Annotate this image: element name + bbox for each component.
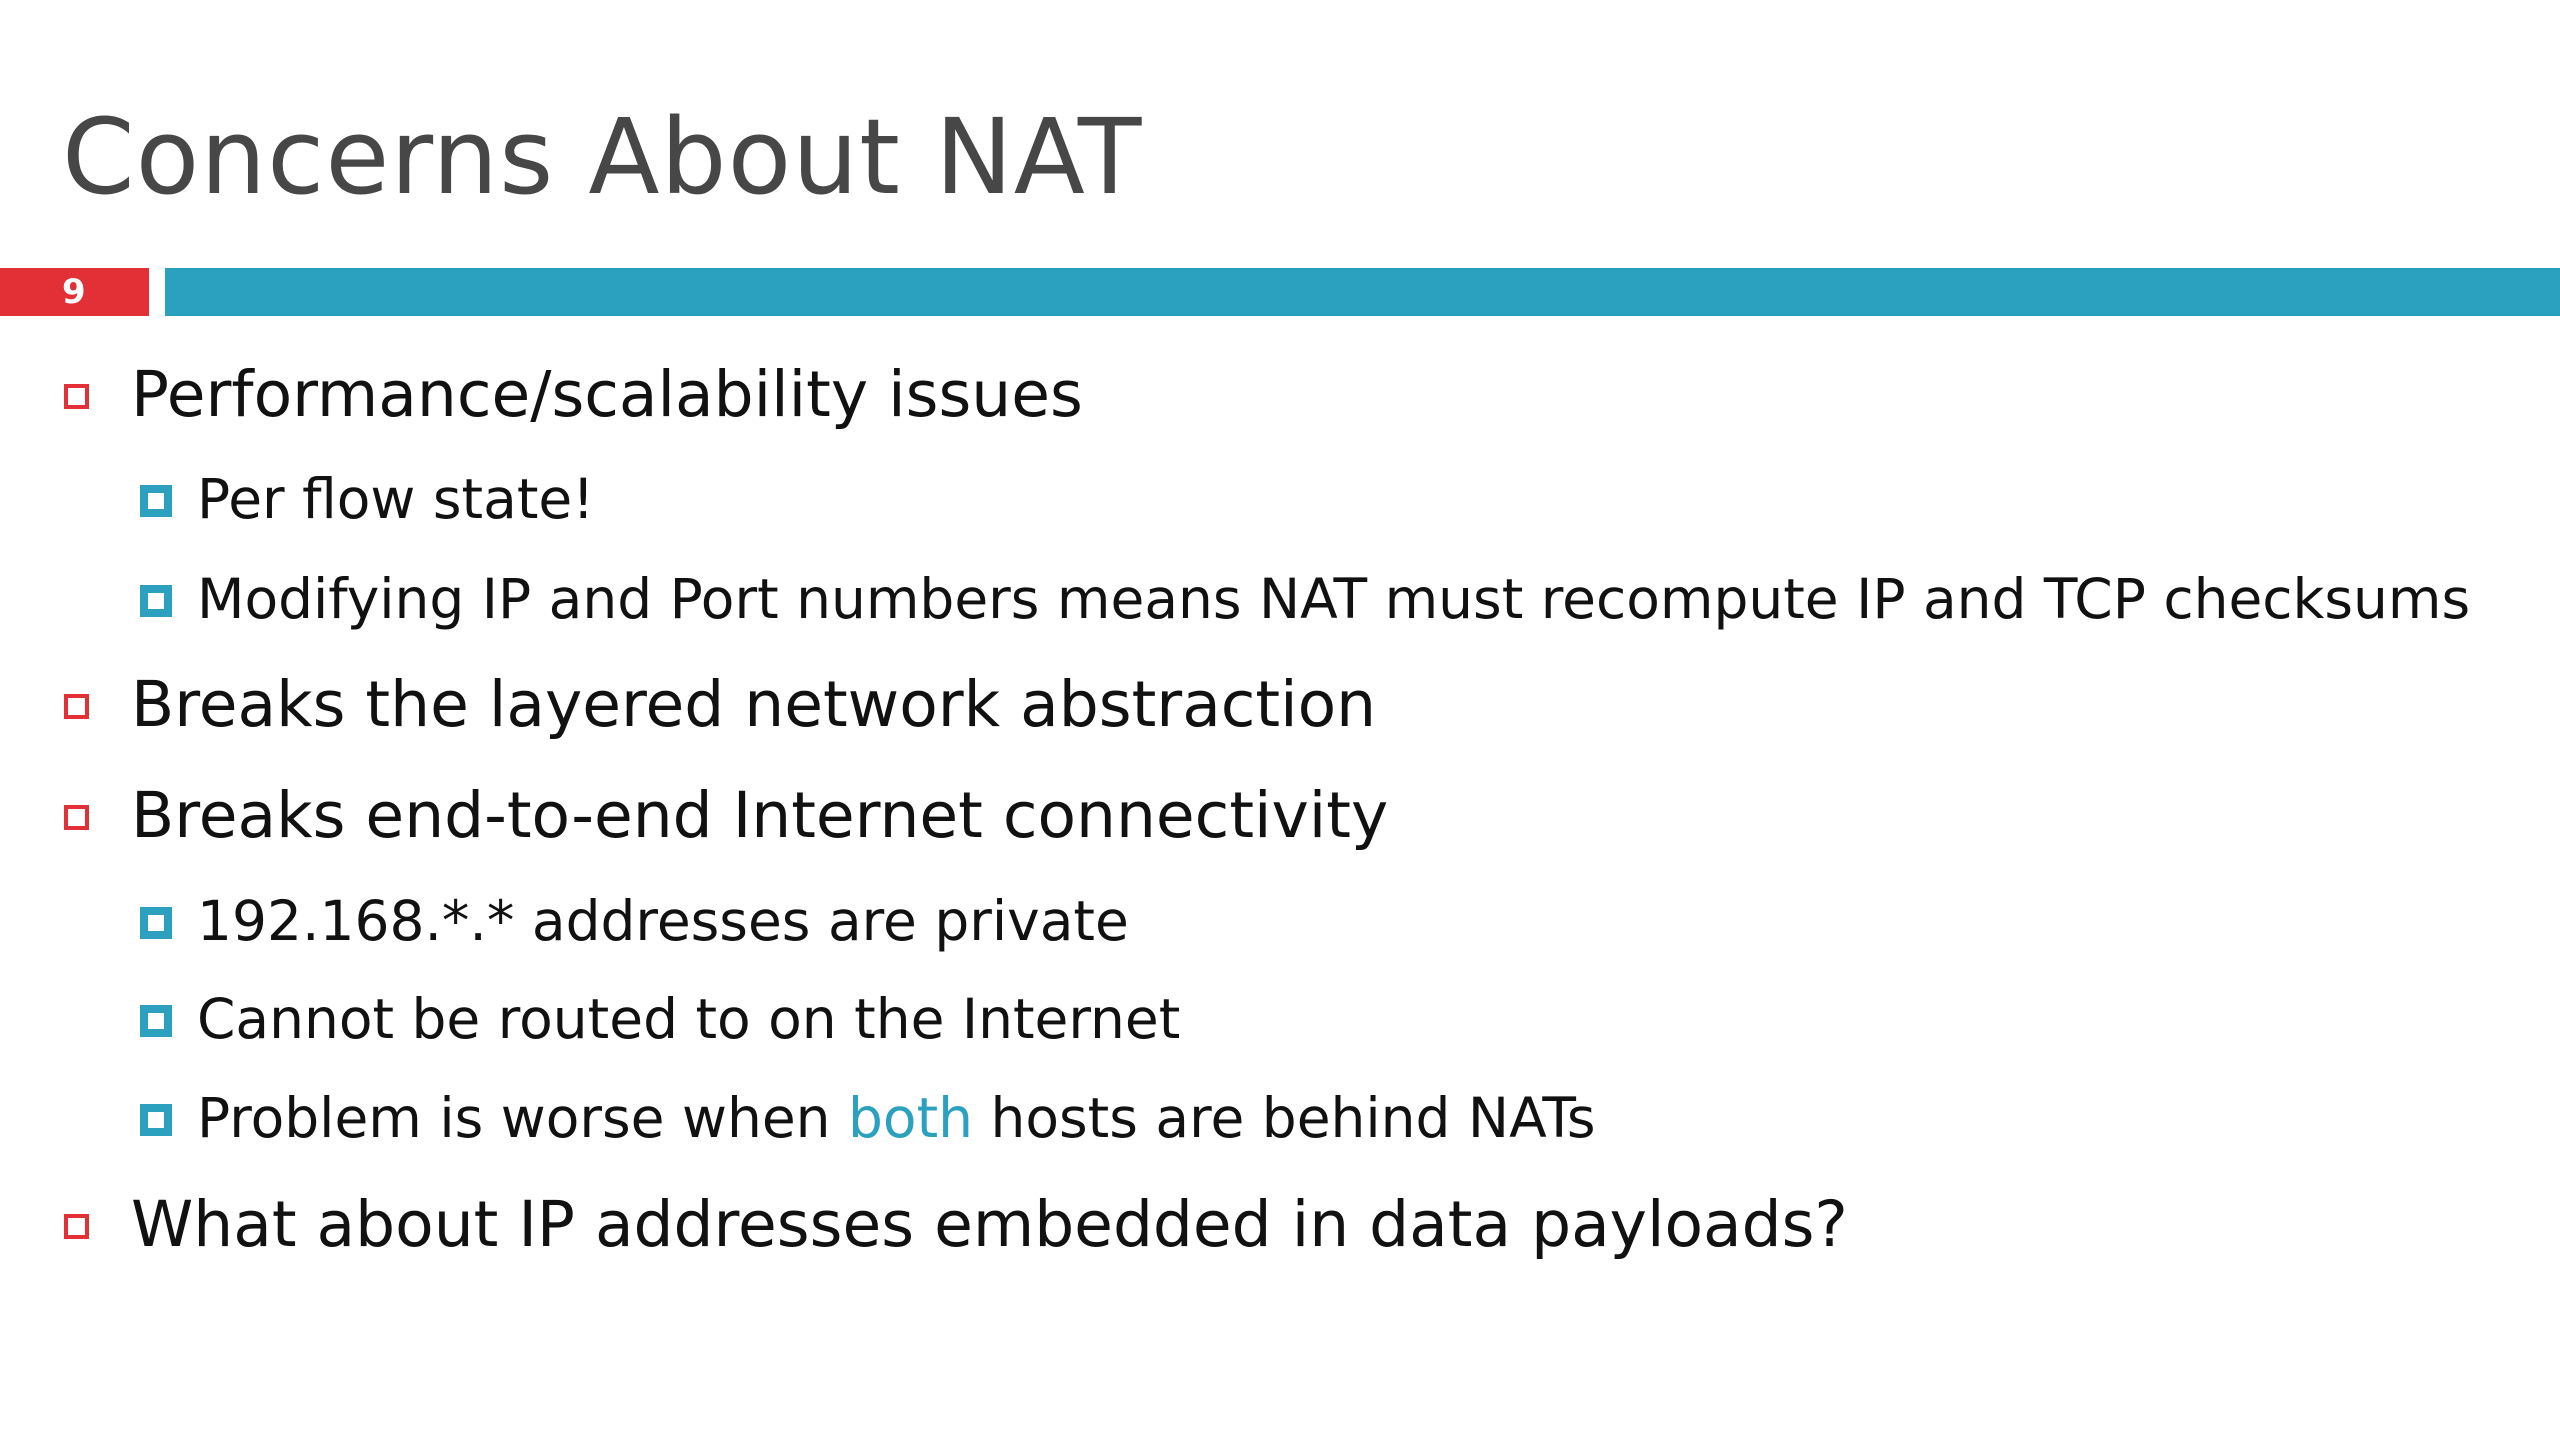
- hollow-square-bullet-icon: [64, 1214, 89, 1239]
- sub-bullet-both-behind-nats: [140, 1083, 1596, 1153]
- bullet-layered-abstraction: [64, 665, 1376, 745]
- square-bullet-icon: [140, 907, 172, 939]
- sub-bullet-text: Per flow state!: [197, 467, 595, 531]
- bullet-performance: [64, 355, 1083, 435]
- bullet-text: Breaks end-to-end Internet connectivity: [131, 779, 1389, 852]
- bullet-text: What about IP addresses embedded in data payloads?: [131, 1188, 1848, 1261]
- title-divider-bar: [165, 268, 2560, 316]
- bullet-text: Performance/scalability issues: [131, 358, 1083, 431]
- hollow-square-bullet-icon: [64, 694, 89, 719]
- bullet-embedded-addresses: [64, 1185, 1848, 1265]
- bullet-end-to-end: [64, 776, 1388, 856]
- sub-bullet-cannot-be-routed: [140, 984, 1180, 1054]
- sub-bullet-text: [197, 1086, 1596, 1150]
- hollow-square-bullet-icon: [64, 384, 89, 409]
- slide-number: 9: [62, 272, 86, 312]
- square-bullet-icon: [140, 1104, 172, 1136]
- square-bullet-icon: [140, 1005, 172, 1037]
- square-bullet-icon: [140, 485, 172, 517]
- sub-bullet-text: 192.168.*.* addresses are private: [197, 889, 1129, 953]
- sub-bullet-modifying-ip: [140, 564, 2470, 634]
- sub-bullet-text: Cannot be routed to on the Internet: [197, 987, 1181, 1051]
- square-bullet-icon: [140, 585, 172, 617]
- slide-number-badge: [0, 268, 149, 316]
- sub-bullet-text-before: Problem is worse when: [197, 1086, 849, 1150]
- slide-title: Concerns About NAT: [62, 96, 1143, 218]
- sub-bullet-text: Modifying IP and Port numbers means NAT must recompute IP and TCP checksums: [197, 567, 2471, 631]
- highlighted-word: both: [848, 1086, 974, 1150]
- bullet-text: Breaks the layered network abstraction: [131, 668, 1377, 741]
- sub-bullet-text-after: hosts are behind NATs: [973, 1086, 1596, 1150]
- sub-bullet-private-addresses: [140, 886, 1129, 956]
- hollow-square-bullet-icon: [64, 805, 89, 830]
- sub-bullet-per-flow-state: [140, 464, 594, 534]
